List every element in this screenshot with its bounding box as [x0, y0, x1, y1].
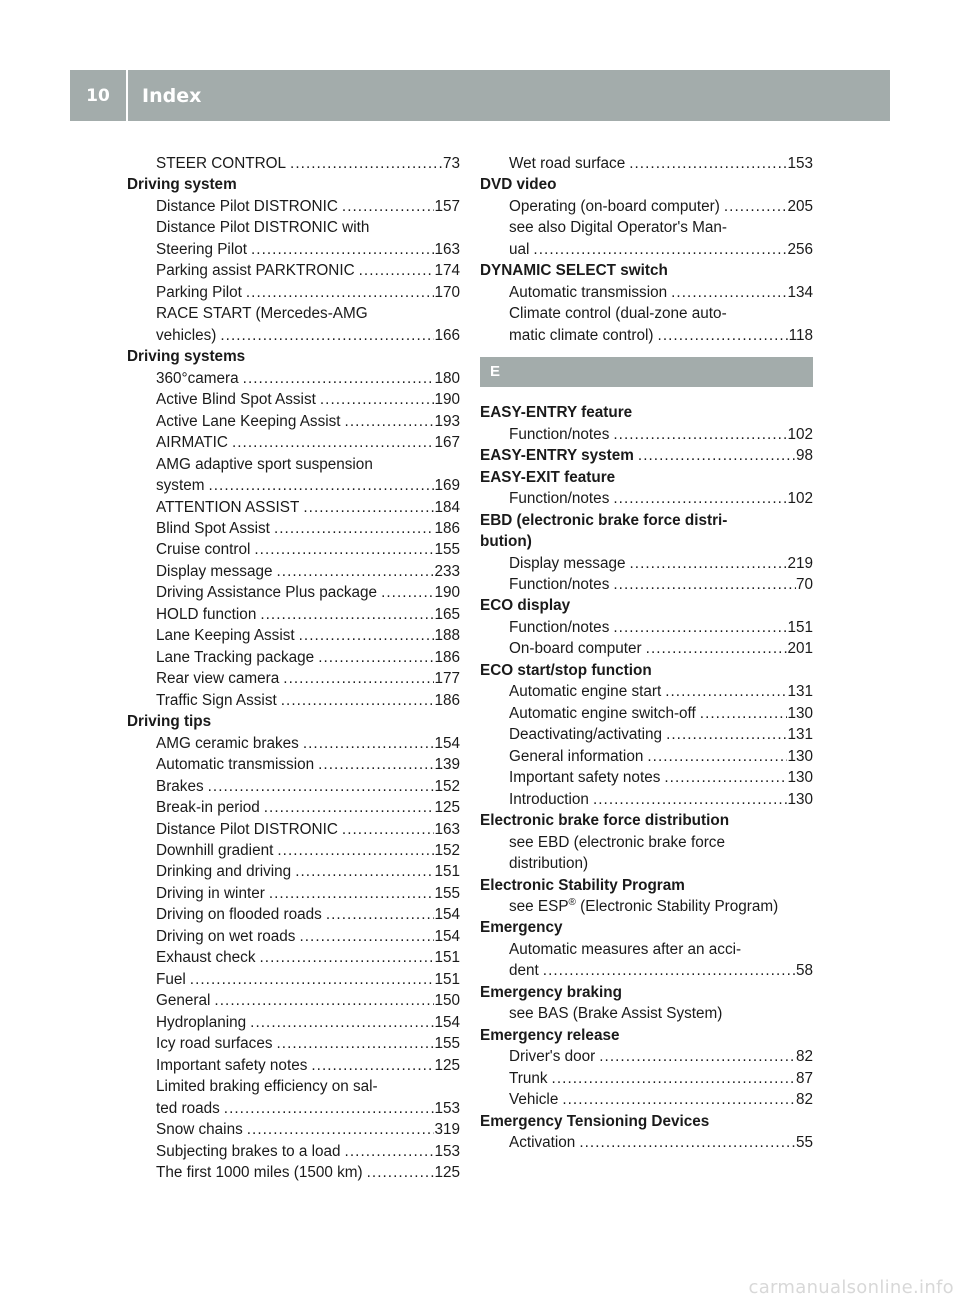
dot-leader: [270, 518, 435, 539]
entry-label: Driving Assistance Plus package: [156, 584, 378, 602]
page-reference[interactable]: 155: [434, 1035, 460, 1053]
entry-label: Trunk: [509, 1069, 548, 1087]
dot-leader: [654, 325, 789, 346]
dot-leader: [595, 1046, 796, 1067]
index-subentry[interactable]: [127, 518, 460, 539]
page-reference[interactable]: 70: [795, 575, 813, 593]
entry-label: Drinking and driving: [156, 863, 292, 881]
page-reference[interactable]: 154: [434, 734, 460, 752]
dot-leader: [338, 196, 435, 217]
index-subentry[interactable]: [127, 1119, 460, 1140]
entry-label: Function/notes: [509, 575, 610, 593]
subentry-text-rest: (Electronic Stability Program): [575, 898, 779, 915]
page-reference[interactable]: 152: [434, 842, 460, 859]
entry-label: Icy road surfaces: [156, 1035, 273, 1053]
index-subentry[interactable]: [480, 282, 813, 303]
page-reference[interactable]: 163: [434, 820, 460, 838]
page-reference[interactable]: 256: [787, 240, 813, 258]
index-subentry[interactable]: [480, 553, 813, 574]
page-reference[interactable]: 130: [787, 769, 813, 787]
index-subentry[interactable]: [127, 797, 460, 818]
dot-leader: [239, 368, 435, 389]
index-subentry[interactable]: [480, 239, 813, 260]
dot-leader: [642, 638, 788, 659]
entry-label: Parking assist PARKTRONIC: [156, 262, 355, 280]
index-subentry[interactable]: [127, 539, 460, 560]
dot-leader: [625, 153, 787, 174]
page-reference[interactable]: 73: [442, 155, 460, 172]
index-column-left: [127, 153, 460, 1184]
index-column-right: [480, 153, 813, 1154]
entry-label: Automatic engine switch-off: [509, 704, 696, 722]
index-subentry[interactable]: [480, 746, 813, 767]
dot-leader: [539, 960, 796, 981]
dot-leader: [265, 883, 435, 904]
page-reference[interactable]: 188: [434, 627, 460, 645]
entry-label: Lane Keeping Assist: [156, 627, 295, 645]
index-subentry-text: see also Digital Operator's Man-: [509, 219, 728, 237]
index-heading: Emergency: [480, 919, 563, 937]
index-subentry[interactable]: [127, 1098, 460, 1119]
dot-leader: [250, 539, 434, 560]
page-reference[interactable]: 102: [787, 425, 813, 443]
entry-label: EASY-ENTRY system: [480, 447, 634, 465]
entry-label: Traffic Sign Assist: [156, 691, 277, 709]
entry-label: Steering Pilot: [156, 240, 247, 258]
index-subentry-text: Limited braking efficiency on sal-: [156, 1078, 378, 1096]
entry-label: Introduction: [509, 790, 589, 808]
index-subentry[interactable]: [127, 926, 460, 947]
index-subentry[interactable]: [480, 703, 813, 724]
watermark: carmanualsonline.info: [748, 1277, 954, 1298]
index-subentry[interactable]: [127, 389, 460, 410]
entry-label: Automatic engine start: [509, 683, 662, 701]
dot-leader: [228, 432, 435, 453]
page-reference[interactable]: 118: [788, 326, 813, 344]
index-subentry[interactable]: [127, 668, 460, 689]
index-heading: ECO start/stop function: [480, 661, 652, 679]
index-subentry[interactable]: [480, 325, 813, 346]
index-subentry[interactable]: [127, 325, 460, 346]
page-reference[interactable]: 151: [787, 618, 813, 636]
index-subentry[interactable]: [480, 724, 813, 745]
dot-leader: [291, 861, 434, 882]
entry-label: Subjecting brakes to a load: [156, 1142, 341, 1160]
page-reference[interactable]: 174: [434, 262, 460, 280]
index-subentry[interactable]: [480, 1046, 813, 1067]
entry-label: Activation: [509, 1134, 576, 1152]
index-subentry[interactable]: [480, 960, 813, 981]
index-subentry-text: [480, 896, 813, 917]
entry-label: Driving in winter: [156, 884, 265, 902]
entry-label: Automatic transmission: [156, 756, 315, 774]
dot-leader: [558, 1089, 796, 1110]
page-reference[interactable]: 98: [795, 447, 813, 465]
dot-leader: [242, 282, 435, 303]
dot-leader: [314, 647, 434, 668]
index-subentry[interactable]: [480, 767, 813, 788]
index-subentry[interactable]: [127, 776, 460, 797]
dot-leader: [341, 411, 435, 432]
index-subentry[interactable]: [127, 969, 460, 990]
dot-leader: [377, 582, 434, 603]
entry-label: Distance Pilot DISTRONIC: [156, 197, 338, 215]
dot-leader: [575, 1132, 796, 1153]
entry-label: Blind Spot Assist: [156, 519, 270, 537]
index-subentry-text: see BAS (Brake Assist System): [509, 1005, 723, 1023]
dot-leader: [307, 1055, 434, 1076]
index-heading: Emergency release: [480, 1026, 620, 1044]
dot-leader: [272, 561, 434, 582]
dot-leader: [363, 1162, 435, 1183]
page-reference[interactable]: 58: [795, 962, 813, 980]
page-reference[interactable]: 82: [795, 1091, 813, 1109]
entry-label: Vehicle: [509, 1091, 559, 1109]
page-reference[interactable]: 82: [795, 1048, 813, 1066]
dot-leader: [662, 724, 787, 745]
dot-leader: [696, 703, 788, 724]
index-subentry[interactable]: [127, 411, 460, 432]
dot-leader: [204, 475, 434, 496]
dot-leader: [667, 282, 787, 303]
dot-leader: [643, 746, 787, 767]
index-heading: Driving tips: [127, 713, 212, 731]
page-reference[interactable]: 205: [787, 197, 813, 215]
dot-leader: [322, 904, 435, 925]
dot-leader: [186, 969, 435, 990]
entry-label: Function/notes: [509, 425, 610, 443]
index-subentry[interactable]: [127, 861, 460, 882]
dot-leader: [338, 819, 435, 840]
page-reference[interactable]: 153: [434, 1099, 460, 1117]
index-heading: Emergency braking: [480, 983, 622, 1001]
index-heading: Driving systems: [127, 348, 246, 366]
index-subentry[interactable]: [480, 1068, 813, 1089]
index-subentry[interactable]: [127, 432, 460, 453]
entry-label: Operating (on-board computer): [509, 197, 720, 215]
page-reference[interactable]: 167: [434, 434, 460, 452]
entry-label: Important safety notes: [509, 769, 661, 787]
page-reference[interactable]: 190: [434, 391, 460, 409]
entry-label: On-board computer: [509, 640, 642, 658]
index-heading: ECO display: [480, 597, 571, 615]
index-subentry[interactable]: [480, 153, 813, 174]
entry-label: Important safety notes: [156, 1056, 308, 1074]
index-subentry[interactable]: [127, 604, 460, 625]
page-reference[interactable]: 125: [434, 1164, 460, 1182]
index-subentry[interactable]: [127, 647, 460, 668]
index-subentry[interactable]: [127, 1012, 460, 1033]
page-reference[interactable]: 154: [434, 927, 460, 945]
entry-label: matic climate control): [509, 326, 654, 344]
entry-label: AMG ceramic brakes: [156, 734, 299, 752]
index-heading: DVD video: [480, 176, 557, 194]
page-reference[interactable]: 130: [787, 747, 813, 765]
page-reference[interactable]: 319: [434, 1121, 460, 1139]
page-reference[interactable]: 125: [434, 1056, 460, 1074]
page-reference[interactable]: 186: [434, 691, 460, 709]
index-subentry[interactable]: [127, 625, 460, 646]
page-reference[interactable]: 151: [434, 949, 460, 967]
dot-leader: [548, 1068, 796, 1089]
entry-label: system: [156, 477, 205, 495]
dot-leader: [220, 1098, 435, 1119]
index-subentry[interactable]: [127, 497, 460, 518]
page-reference[interactable]: 102: [787, 490, 813, 508]
index-subentry[interactable]: [127, 690, 460, 711]
entry-label: Display message: [156, 562, 273, 580]
index-subentry[interactable]: [480, 1089, 813, 1110]
dot-leader: [255, 947, 434, 968]
entry-label: Hydroplaning: [156, 1013, 247, 1031]
index-subentry[interactable]: [480, 574, 813, 595]
entry-label: Rear view camera: [156, 670, 280, 688]
page-reference[interactable]: 152: [434, 777, 460, 795]
entry-label: AIRMATIC: [156, 434, 228, 452]
index-heading: DYNAMIC SELECT switch: [480, 262, 668, 280]
page-reference[interactable]: 233: [434, 562, 460, 580]
entry-label: Active Lane Keeping Assist: [156, 412, 341, 430]
page-reference[interactable]: 151: [434, 863, 460, 881]
dot-leader: [295, 625, 435, 646]
page-reference[interactable]: 125: [434, 799, 460, 817]
dot-leader: [609, 617, 787, 638]
page-reference[interactable]: 177: [434, 670, 460, 688]
page-reference[interactable]: 169: [434, 477, 460, 495]
page-reference[interactable]: 165: [434, 605, 460, 623]
index-subentry[interactable]: [480, 681, 813, 702]
dot-leader: [634, 445, 796, 466]
page-reference[interactable]: 154: [434, 1013, 460, 1031]
index-subentry[interactable]: [127, 368, 460, 389]
page-reference[interactable]: 134: [787, 283, 813, 301]
page-reference[interactable]: 150: [434, 992, 460, 1010]
dot-leader: [210, 990, 434, 1011]
index-subentry[interactable]: [127, 733, 460, 754]
index-subentry[interactable]: [127, 904, 460, 925]
index-subentry[interactable]: [127, 1033, 460, 1054]
index-subentry[interactable]: [480, 488, 813, 509]
entry-label: Active Blind Spot Assist: [156, 391, 316, 409]
entry-label: General: [156, 992, 211, 1010]
index-subentry[interactable]: [127, 282, 460, 303]
dot-leader: [243, 1119, 435, 1140]
index-subentry-text: Climate control (dual-zone auto-: [509, 305, 727, 323]
entry-label: Brakes: [156, 777, 204, 795]
index-subentry-text: Automatic measures after an acci-: [509, 940, 742, 958]
page-reference[interactable]: 153: [787, 155, 813, 172]
index-subentry-text: Distance Pilot DISTRONIC with: [156, 219, 370, 237]
index-subentry[interactable]: [480, 789, 813, 810]
page-reference[interactable]: 139: [434, 756, 460, 774]
page-reference[interactable]: 170: [434, 283, 460, 301]
index-heading: Driving system: [127, 176, 237, 194]
index-subentry[interactable]: [127, 561, 460, 582]
index-subentry[interactable]: [480, 196, 813, 217]
page-reference[interactable]: 153: [434, 1142, 460, 1160]
registered-mark: ®: [568, 897, 576, 908]
page-reference[interactable]: 87: [795, 1069, 813, 1087]
entry-label: General information: [509, 747, 644, 765]
index-heading: Electronic Stability Program: [480, 876, 685, 894]
dot-leader: [204, 776, 435, 797]
index-heading-entry[interactable]: [480, 445, 813, 466]
entry-label: Display message: [509, 554, 626, 572]
dot-leader: [246, 1012, 434, 1033]
index-heading: Electronic brake force distribution: [480, 812, 730, 830]
dot-leader: [286, 153, 443, 174]
entry-label: ATTENTION ASSIST: [156, 498, 300, 516]
dot-leader: [355, 260, 435, 281]
page-reference[interactable]: 55: [795, 1134, 813, 1152]
dot-leader: [247, 239, 434, 260]
entry-label: Function/notes: [509, 618, 610, 636]
page-reference[interactable]: 155: [434, 541, 460, 559]
dot-leader: [660, 767, 787, 788]
page-reference[interactable]: 180: [434, 369, 460, 387]
page-reference[interactable]: 193: [434, 412, 460, 430]
dot-leader: [273, 840, 434, 861]
index-subentry[interactable]: [480, 617, 813, 638]
index-subentry[interactable]: [127, 840, 460, 861]
index-heading: bution): [480, 533, 532, 551]
page-reference[interactable]: 163: [434, 240, 460, 258]
entry-label: STEER CONTROL: [156, 155, 287, 172]
entry-label: vehicles): [156, 326, 217, 344]
entry-label: Break-in period: [156, 799, 260, 817]
dot-leader: [299, 497, 434, 518]
dot-leader: [279, 668, 434, 689]
index-subentry[interactable]: [127, 239, 460, 260]
index-subentry[interactable]: [127, 1141, 460, 1162]
index-heading: Emergency Tensioning Devices: [480, 1112, 710, 1130]
page-title: Index: [142, 84, 202, 107]
dot-leader: [256, 604, 434, 625]
entry-label: ted roads: [156, 1099, 220, 1117]
page-reference[interactable]: 157: [434, 197, 460, 215]
entry-label: Distance Pilot DISTRONIC: [156, 820, 338, 838]
entry-label: Fuel: [156, 970, 186, 988]
dot-leader: [341, 1141, 435, 1162]
index-subentry-text: see EBD (electronic brake force: [509, 833, 725, 851]
entry-label: 360°camera: [156, 369, 239, 387]
entry-label: Driving on flooded roads: [156, 906, 322, 924]
dot-leader: [609, 574, 796, 595]
page-reference[interactable]: 155: [434, 884, 460, 902]
entry-label: Driver's door: [509, 1048, 596, 1066]
entry-label: Driving on wet roads: [156, 927, 296, 945]
index-subentry[interactable]: [127, 990, 460, 1011]
index-subentry[interactable]: [127, 582, 460, 603]
page-reference[interactable]: 131: [787, 683, 813, 701]
page-reference[interactable]: 130: [787, 704, 813, 722]
index-subentry-text: AMG adaptive sport suspension: [156, 455, 373, 473]
dot-leader: [589, 789, 788, 810]
entry-label: Exhaust check: [156, 949, 256, 967]
page-reference[interactable]: 184: [434, 498, 460, 516]
dot-leader: [299, 733, 435, 754]
page-reference[interactable]: 186: [434, 648, 460, 666]
index-subentry[interactable]: [127, 819, 460, 840]
entry-label: Snow chains: [156, 1121, 243, 1139]
dot-leader: [316, 389, 435, 410]
entry-label: The first 1000 miles (1500 km): [156, 1164, 363, 1182]
page-reference[interactable]: 219: [787, 554, 813, 572]
index-subentry[interactable]: [127, 1055, 460, 1076]
page-reference[interactable]: 166: [434, 326, 460, 344]
index-subentry[interactable]: [480, 424, 813, 445]
page-header: [70, 70, 890, 121]
entry-label: HOLD function: [156, 605, 257, 623]
dot-leader: [314, 754, 434, 775]
dot-leader: [272, 1033, 434, 1054]
dot-leader: [625, 553, 787, 574]
index-subentry[interactable]: [127, 754, 460, 775]
section-letter: E: [480, 357, 813, 387]
index-subentry[interactable]: [127, 883, 460, 904]
index-subentry[interactable]: [480, 1132, 813, 1153]
dot-leader: [295, 926, 434, 947]
entry-label: dent: [509, 962, 539, 980]
entry-label: Cruise control: [156, 541, 251, 559]
page-reference[interactable]: 151: [434, 970, 460, 988]
entry-label: Lane Tracking package: [156, 648, 315, 666]
subentry-text: see ESP: [509, 898, 569, 915]
entry-label: ual: [509, 240, 530, 258]
index-subentry[interactable]: [480, 638, 813, 659]
index-heading: EASY-ENTRY feature: [480, 404, 633, 422]
entry-label: Downhill gradient: [156, 842, 274, 859]
page-reference[interactable]: 190: [434, 584, 460, 602]
index-subentry[interactable]: [127, 475, 460, 496]
entry-label: Automatic transmission: [509, 283, 668, 301]
page-reference[interactable]: 131: [787, 726, 813, 744]
dot-leader: [720, 196, 788, 217]
dot-leader: [277, 690, 435, 711]
index-subentry[interactable]: [127, 1162, 460, 1183]
index-heading: EASY-EXIT feature: [480, 468, 616, 486]
dot-leader: [661, 681, 787, 702]
page-reference[interactable]: 201: [787, 640, 813, 658]
dot-leader: [609, 488, 787, 509]
dot-leader: [529, 239, 787, 260]
index-subentry[interactable]: [127, 260, 460, 281]
entry-label: Function/notes: [509, 490, 610, 508]
page-reference[interactable]: 154: [434, 906, 460, 924]
page-number: 10: [86, 85, 110, 106]
entry-label: Wet road surface: [509, 155, 626, 172]
entry-label: Deactivating/activating: [509, 726, 663, 744]
index-subentry[interactable]: [127, 196, 460, 217]
page-reference[interactable]: 186: [434, 519, 460, 537]
index-subentry[interactable]: [127, 153, 460, 174]
dot-leader: [609, 424, 787, 445]
index-heading: EBD (electronic brake force distri-: [480, 511, 728, 529]
page-reference[interactable]: 130: [787, 790, 813, 808]
entry-label: Parking Pilot: [156, 283, 242, 301]
dot-leader: [260, 797, 435, 818]
index-subentry-text: RACE START (Mercedes-AMG: [156, 305, 368, 323]
dot-leader: [216, 325, 434, 346]
index-subentry-text: distribution): [509, 855, 589, 873]
index-subentry[interactable]: [127, 947, 460, 968]
